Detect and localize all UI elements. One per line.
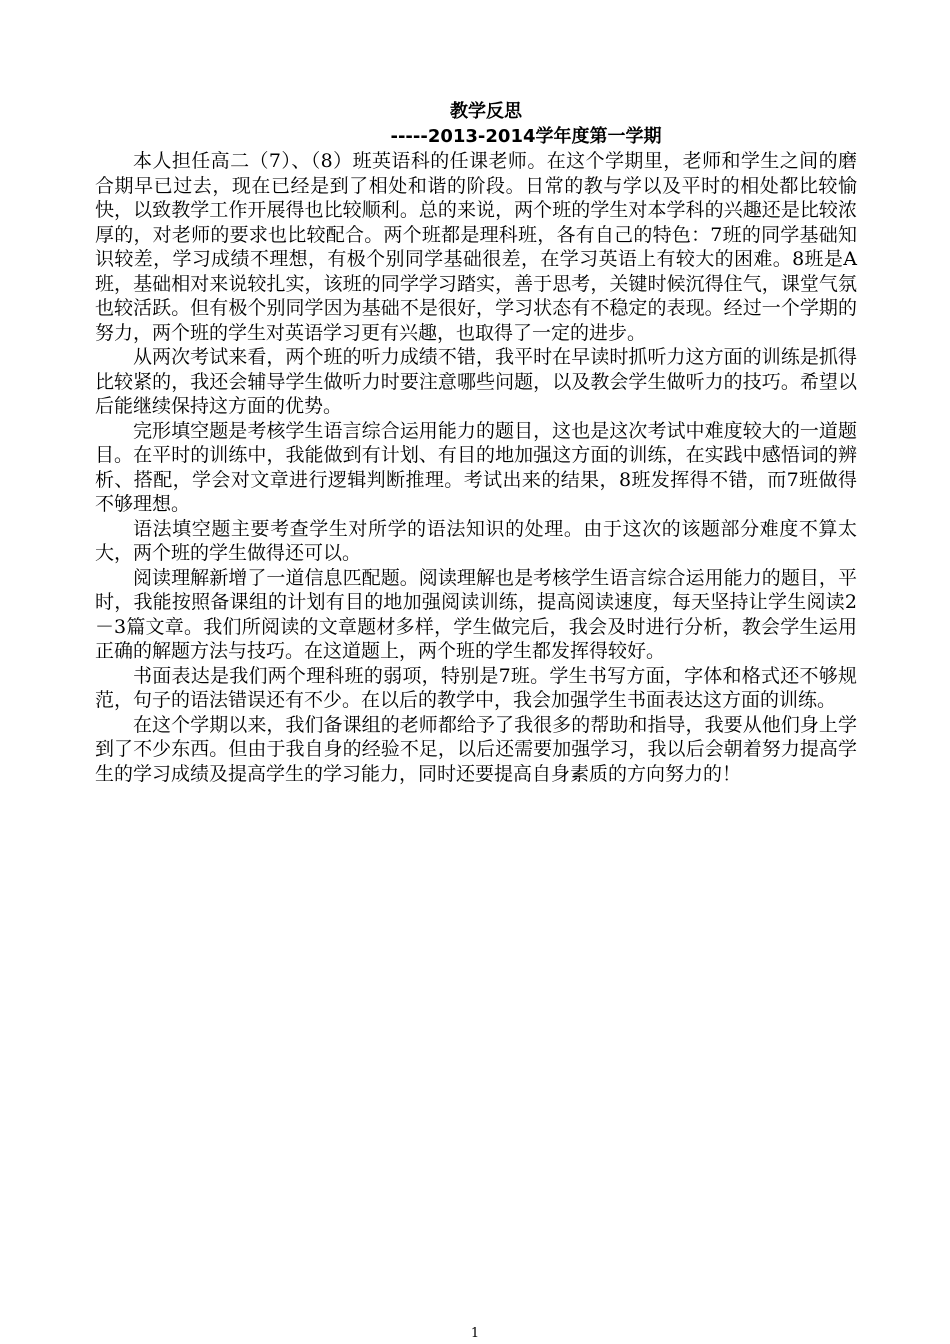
paragraph-reading: 阅读理解新增了一道信息匹配题。阅读理解也是考核学生语言综合运用能力的题目，平时，我能按照备课组的计划有目的地加强阅读训练，提高阅读速度，每天坚持让学生阅读2－3篇文章。我们所阅读的文章题材多样，学生做完后，我会及时进行分析，教会学生运用正确的解题方法与技巧。在这道题上，两个班的学生都发挥得较好。 (95, 566, 857, 662)
document-title: 教学反思 (450, 101, 522, 122)
paragraph-writing: 书面表达是我们两个理科班的弱项，特别是7班。学生书写方面，字体和格式还不够规范，句子的语法错误还有不少。在以后的教学中，我会加强学生书面表达这方面的训练。 (95, 664, 857, 711)
paragraph-cloze: 完形填空题是考核学生语言综合运用能力的题目，这也是这次考试中难度较大的一道题目。在平时的训练中，我能做到有计划、有目的地加强这方面的训练，在实践中感悟词的辨析、搭配，学会对文章进行逻辑判断推理。考试出来的结果，8班发挥得不错，而7班做得不够理想。 (95, 419, 857, 515)
paragraph-intro: 本人担任高二（7）、（8）班英语科的任课老师。在这个学期里，老师和学生之间的磨合期早已过去，现在已经是到了相处和谐的阶段。日常的教与学以及平时的相处都比较愉快，以致教学工作开展得也比较顺利。总的来说，两个班的学生对本学科的兴趣还是比较浓厚的，对老师的要求也比较配合。两个班都是理科班，各有自己的特色：7班的同学基础知识较差，学习成绩不理想，有极个别同学基础很差，在学习英语上有较大的困难。8班是A班，基础相对来说较扎实，该班的同学学习踏实，善于思考，关键时候沉得住气，课堂气氛也较活跃。但有极个别同学因为基础不是很好，学习状态有不稳定的表现。经过一个学期的努力，两个班的学生对英语学习更有兴趣，也取得了一定的进步。 (95, 150, 857, 344)
paragraph-listening: 从两次考试来看，两个班的听力成绩不错，我平时在早读时抓听力这方面的训练是抓得比较紧的，我还会辅导学生做听力时要注意哪些问题，以及教会学生做听力的技巧。希望以后能继续保持这方面的优势。 (95, 346, 857, 417)
page-number: 1 (470, 1326, 480, 1341)
document-body (95, 98, 857, 786)
document-subtitle: -----2013-2014学年度第一学期 (390, 126, 662, 147)
paragraph-conclusion: 在这个学期以来，我们备课组的老师都给予了我很多的帮助和指导，我要从他们身上学到了不少东西。但由于我自身的经验不足，以后还需要加强学习，我以后会朝着努力提高学生的学习成绩及提高学生的学习能力，同时还要提高自身素质的方向努力的！ (95, 713, 857, 785)
paragraph-grammar: 语法填空题主要考查学生对所学的语法知识的处理。由于这次的该题部分难度不算太大，两个班的学生做得还可以。 (95, 517, 857, 564)
